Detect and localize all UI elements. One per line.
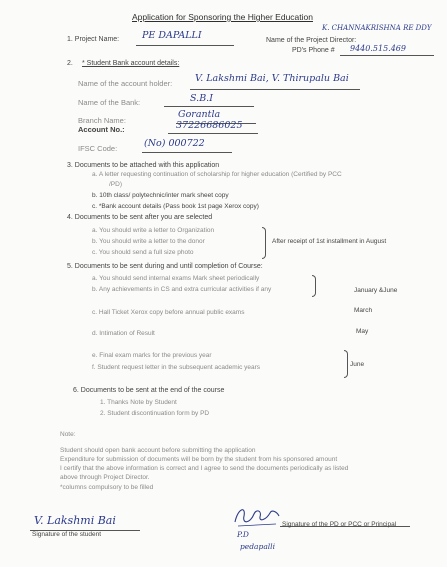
section-5-ab-brace [312,275,316,297]
note-line-5: *columns compulsory to be filled [60,484,154,491]
bank-heading-num: 2. [67,60,73,67]
section-5-item-e: e. Final exam marks for the previous year [92,352,212,359]
pd-signature-label: Signature of the PD or PCC or Principal [282,521,397,528]
pd-stamp-2: pedapalli [240,542,275,551]
branch-label: Branch Name: [78,116,126,125]
form-title: Application for Sponsoring the Higher Education [132,12,313,22]
holder-value: V. Lakshmi Bai, V. Thirupalu Bai [195,73,349,84]
note-line-4: above through Project Director. [60,474,150,481]
note-label: Note: [60,431,76,438]
section-5-item-a: a. You should send internal exams Mark sheet periodically [92,275,260,282]
student-signature: V. Lakshmi Bai [34,514,116,527]
bank-line [164,106,254,107]
pd-signature-scribble [232,504,282,530]
note-line-1: Student should open bank account before submitting the application [60,447,256,454]
branch-value: Gorantla [178,109,221,120]
section-6-item-2: 2. Student discontinuation form by PD [100,410,210,417]
section-5-item-c: c. Hall Ticket Xerox copy before annual public exams [92,309,245,316]
section-4-item-c: c. You should send a full size photo [92,249,194,256]
ifsc-line [142,152,232,153]
section-5-ef-brace [344,350,348,378]
account-value: 37226686025 [176,120,243,131]
note-line-2: Expenditure for submission of documents will be born by the student from his sponsored amount [60,456,338,463]
director-label: Name of the Project Director: [266,37,357,44]
section-6-heading: 6. Documents to be sent at the end of the course [73,387,225,394]
holder-line [190,89,360,90]
section-3-item-a-cont: /PD) [109,181,122,188]
ifsc-label: IFSC Code: [78,144,118,153]
account-label: Account No.: [78,125,125,134]
section-5-item-d: d. Intimation of Result [92,330,155,337]
section-3-item-a: a. A letter requesting continuation of scholarship for higher education (Certified by PCC [92,171,342,178]
phone-value: 9440.515.469 [350,44,406,53]
section-5-c-when: March [354,307,373,314]
section-6-item-1: 1. Thanks Note by Student [100,399,177,406]
bank-label: Name of the Bank: [78,98,141,107]
section-3-item-b: b. 10th class/ polytechnic/inter mark sheet copy [92,192,229,199]
ifsc-value: (No) 000722 [144,138,205,149]
section-5-d-when: May [356,328,369,335]
bank-heading: * Student Bank account details: [82,60,180,67]
section-5-item-f: f. Student request letter in the subsequent academic years [92,364,261,371]
project-name-value: PE DAPALLI [142,30,202,41]
bank-value: S.B.I [190,93,213,104]
phone-label: PD's Phone # [292,47,335,54]
section-4-note: After receipt of 1st installment in August [272,238,387,245]
phone-line [340,55,434,56]
section-4-heading: 4. Documents to be sent after you are selected [67,214,213,221]
section-3-item-c: c. *Bank account details (Pass book 1st page Xerox copy) [92,203,259,210]
section-5-ab-when: January &June [354,287,398,294]
director-value: K. CHANNAKRISHNA RE DDY [322,24,432,32]
account-line [168,133,258,134]
project-name-line [136,45,234,46]
pd-stamp-1: P.D [237,530,249,539]
section-3-heading: 3. Documents to be attached with this application [67,162,220,169]
section-4-brace [262,227,266,259]
section-5-item-b: b. Any achievements in CS and extra curricular activities if any [92,286,272,293]
holder-label: Name of the account holder: [78,79,173,88]
note-line-3: I certify that the above information is correct and I agree to send the documents periodically as listed [60,465,349,472]
student-signature-label: Signature of the student [32,531,102,538]
section-4-item-b: b. You should write a letter to the donor [92,238,205,245]
section-5-heading: 5. Documents to be sent during and until completion of Course: [67,263,263,270]
section-5-ef-when: June [350,361,365,368]
project-name-label: 1. Project Name: [67,36,120,43]
section-4-item-a: a. You should write a letter to Organization [92,227,215,234]
